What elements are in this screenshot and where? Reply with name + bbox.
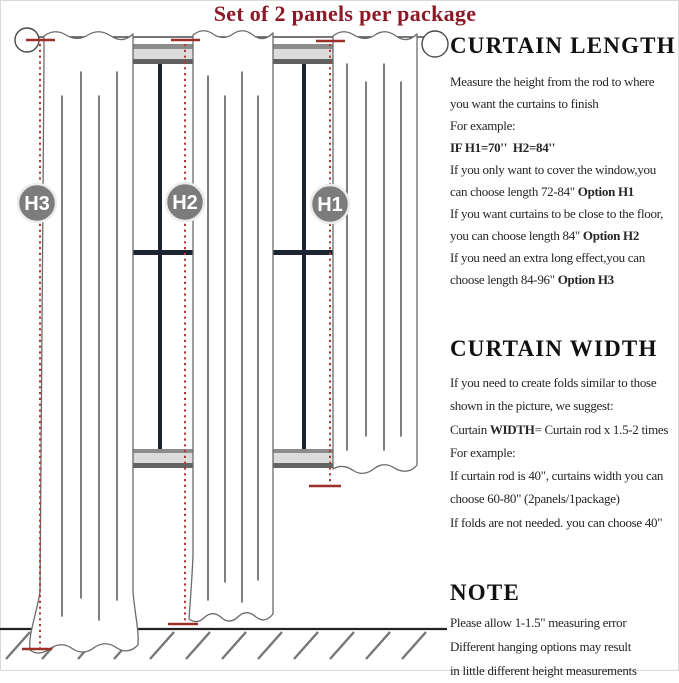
text-line: Measure the height from the rod to where [450,74,655,89]
text-line: Curtain WIDTH= Curtain rod x 1.5-2 times [450,421,669,437]
text-line: If folds are not needed. you can choose 40" [450,514,663,530]
text-line: For example: [450,118,516,133]
section-note [450,580,679,683]
text-line: For example: [450,444,516,460]
page-title: Set of 2 panels per package [213,1,477,26]
text-line: IF H1=70'' H2=84'' [450,140,556,155]
section-body [450,611,679,683]
text-line: If you need an extra long effect,you can [450,250,645,265]
section-heading: NOTE [450,580,520,605]
section-heading: CURTAIN WIDTH [450,336,658,361]
curtain-panel-h3 [30,32,138,653]
section-curtain-length [450,33,679,291]
text-line: Please allow 1-1.5" measuring error [450,615,627,630]
text-line: If you only want to cover the window,you [450,162,656,177]
text-line: in little different height measurements [450,663,637,678]
text-line: you want the curtains to finish [450,96,599,111]
window-mullion-right [302,64,306,450]
text-line: can choose length 72-84" Option H1 [450,184,634,199]
label-h1: H1 [317,194,343,216]
text-line: shown in the picture, we suggest: [450,398,614,414]
window-mullion-left [158,64,162,450]
text-line: If curtain rod is 40", curtains width you can [450,468,664,484]
text-line: If you want curtains to be close to the floor, [450,206,664,221]
section-body [450,71,679,291]
curtain-panel-h1 [333,32,417,474]
curtain-panel-h2 [189,31,273,622]
text-line: you can choose length 84" Option H2 [450,228,640,243]
text-line: If you need to create folds similar to those [450,375,657,390]
label-h3: H3 [24,193,50,215]
section-curtain-width [450,336,679,534]
section-body [450,371,679,534]
text-line: Different hanging options may result [450,639,632,654]
text-line: choose 60-80" (2panels/1package) [450,491,620,507]
text-line: choose length 84-96" Option H3 [450,272,614,287]
rod-finial-right [422,31,448,57]
section-heading: CURTAIN LENGTH [450,33,676,58]
label-h2: H2 [172,192,198,214]
